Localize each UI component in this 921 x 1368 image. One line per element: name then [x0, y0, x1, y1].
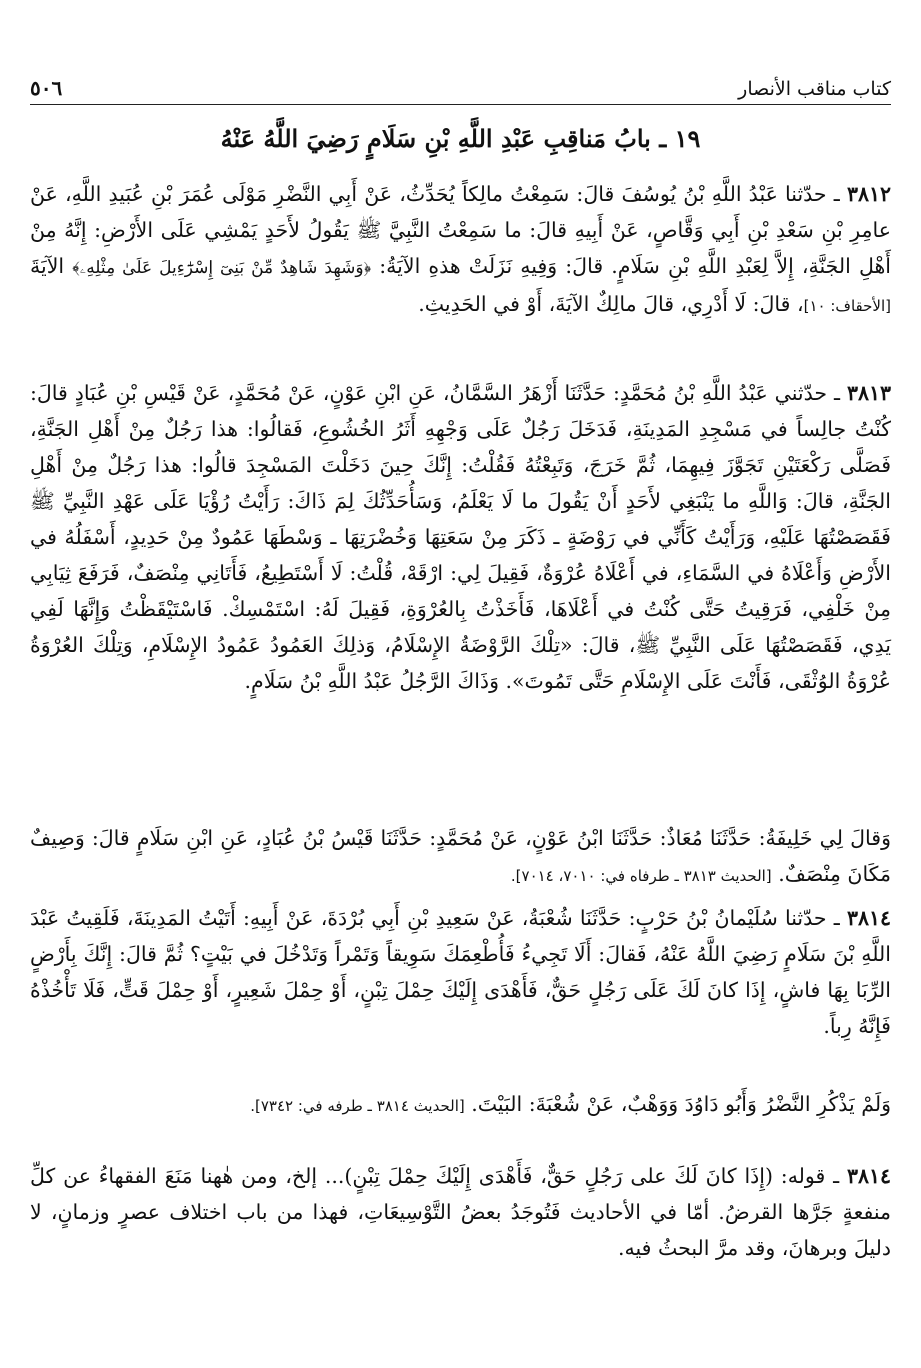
hadith-text-cont: الآيَةَ — [30, 254, 73, 278]
hadith-3814-note — [30, 1086, 891, 1124]
page-number: ٥٠٦ — [30, 76, 63, 100]
note-text: وَلَمْ يَذْكُرِ النَّضْرُ وَأَبُو دَاوُدَ وَوَهْبٌ، عَنْ شُعْبَةَ: البَيْتَ. — [464, 1092, 891, 1116]
hadith-3813-narration — [30, 820, 891, 894]
commentary-number: ٣٨١٤ — [846, 1164, 891, 1188]
hadith-text-end: ، قالَ: لَا أَدْرِي، قالَ مالِكٌ الآيَةَ، أَوْ في الحَدِيثِ. — [418, 292, 804, 316]
hadith-3813 — [30, 375, 891, 699]
hadith-text: ـ حدّثنا سُلَيْمانُ بْنُ حَرْبٍ: حَدَّثَنَا شُعْبَةُ، عَنْ سَعِيدِ بْنِ أَبِي بُرْدَةَ، عَنْ أَبِيهِ: أَتَيْتُ المَدِينَةَ، فَلَقِيتُ عَبْدَ اللَّهِ بْنَ سَلَامٍ رَضِيَ اللَّهُ عَنْهُ، فَقالَ: أَلَا تَجِيءُ فَأُطْعِمَكَ سَوِيقاً وَتَمْراً وَتَدْخُلَ في بَيْتٍ؟ ثُمَّ قالَ: إِنَّكَ بِأَرْضٍ الرِّبَا بِهَا فاشٍ، إِذَا كانَ لَكَ عَلَى رَجُلٍ حَقٌّ، فَأَهْدَى إِلَيْكَ حِمْلَ تِبْنٍ، أَوْ حِمْلَ شَعِيرٍ، أَوْ حِمْلَ قَتٍّ، فَلَا تَأْخُذْهُ فَإِنَّهُ رِباً. — [30, 906, 891, 1038]
hadith-3814 — [30, 900, 891, 1044]
hadith-number: ٣٨١٣ — [846, 381, 891, 405]
commentary-text: ـ قوله: (إِذَا كانَ لَكَ على رَجُلٍ حَقٌّ، فَأَهْدَى إِلَيْكَ حِمْلَ تِبْنٍ)... إلخ، ومن هٰهنا مَنَعَ الفقهاءُ عن كلِّ منفعةٍ جَرَّها القرضُ. أمّا في الأحاديث فَتُوجَدُ بعضُ التَّوْسِيعَاتِ، فهذا من باب اختلاف عصرٍ وزمانٍ، لا دليلَ وبرهانَ، وقد مرَّ البحثُ فيه. — [30, 1164, 891, 1260]
running-header-title: كتاب مناقب الأنصار — [738, 78, 891, 100]
quran-verse: ﴿وَشَهِدَ شَاهِدٌ مِّنْ بَنِىٓ إِسْرَٰٓءِيلَ عَلَىٰ مِثْلِهِۦ﴾ — [72, 258, 372, 278]
running-header — [30, 64, 891, 105]
verse-reference: [الأحقاف: ١٠] — [803, 297, 891, 315]
cross-reference: [الحديث ٣٨١٤ ـ طرفه في: ٧٣٤٢]. — [250, 1097, 465, 1115]
hadith-text: ـ حدّثنا عَبْدُ اللَّهِ بْنُ يُوسُفَ قالَ: سَمِعْتُ مالِكاً يُحَدِّثُ، عَنْ أَبِي النَّضْرِ مَوْلَى عُمَرَ بْنِ عُبَيدِ اللَّهِ، عَنْ عامِرِ بْنِ سَعْدِ بْنِ أَبِي وَقَّاصٍ، عَنْ أَبِيهِ قالَ: ما سَمِعْتُ النَّبِيَّ ﷺ يَقُولُ لأَحَدٍ يَمْشِي عَلَى الأَرْضِ: إِنَّهُ مِنْ أَهْلِ الجَنَّةِ، إِلاَّ لِعَبْدِ اللَّهِ بْنِ سَلَامٍ. قالَ: وَفِيهِ نَزَلَتْ هذهِ الآيَةُ: — [30, 182, 891, 278]
hadith-text: ـ حدّثني عَبْدُ اللَّهِ بْنُ مُحَمَّدٍ: حَدَّثَنَا أَزْهَرُ السَّمَّانُ، عَنِ ابْنِ عَوْنٍ، عَنْ مُحَمَّدٍ، عَنْ قَيْسِ بْنِ عُبَادٍ قالَ: كُنْتُ جالِساً في مَسْجِدِ المَدِينَةِ، فَدَخَلَ رَجُلٌ عَلَى وَجْهِهِ أَثَرُ الخُشُوعِ، فَقالُوا: هذا رَجُلٌ مِنْ أَهْلِ الجَنَّةِ، فَصَلَّى رَكْعَتَيْنِ تَجَوَّزَ فِيهِمَا، ثُمَّ خَرَجَ، وَتَبِعْتُهُ فَقُلْتُ: إِنَّكَ حِينَ دَخَلْتَ المَسْجِدَ قالُوا: هذا رَجُلٌ مِنْ أَهْلِ الجَنَّةِ، قالَ: وَاللَّهِ ما يَنْبَغِي لأَحَدٍ أَنْ يَقُولَ ما لَا يَعْلَمُ، وَسَأُحَدِّثُكَ لِمَ ذَاكَ: رَأَيْتُ رُؤْيَا عَلَى عَهْدِ النَّبِيِّ ﷺ فَقَصَصْتُهَا عَلَيْهِ، وَرَأَيْتُ كَأَنِّي في رَوْضَةٍ ـ ذَكَرَ مِنْ سَعَتِهَا وَخُضْرَتِهَا ـ وَسْطَهَا عَمُودٌ مِنْ حَدِيدٍ، أَسْفَلُهُ في الأَرْضِ وَأَعْلَاهُ في السَّمَاءِ، في أَعْلَاهُ عُرْوَةٌ، فَقِيلَ لِي: ارْقَهْ، قُلْتُ: لَا أَسْتَطِيعُ، فَأَتَانِي مِنْصَفٌ، فَرَفَعَ ثِيَابِي مِنْ خَلْفِي، فَرَقِيتُ حَتَّى كُنْتُ في أَعْلَاهَا، فَأَخَذْتُ بِالعُرْوَةِ، فَقِيلَ لَهُ: اسْتَمْسِكْ. فَاسْتَيْقَظْتُ وَإِنَّهَا لَفِي يَدِي، فَقَصَصْتُهَا عَلَى النَّبِيِّ ﷺ، قالَ: «تِلْكَ الرَّوْضَةُ الإِسْلَامُ، وَذلِكَ العَمُودُ عَمُودُ الإِسْلَامِ، وَتِلْكَ العُرْوَةُ عُرْوَةُ الوُثْقَى، فَأَنْتَ عَلَى الإِسْلَامِ حَتَّى تَمُوتَ». وَذَاكَ الرَّجُلُ عَبْدُ اللَّهِ بْنُ سَلَامٍ. — [30, 381, 891, 693]
hadith-3812 — [30, 176, 891, 324]
hadith-number: ٣٨١٤ — [846, 906, 891, 930]
hadith-number: ٣٨١٢ — [846, 182, 891, 206]
cross-reference: [الحديث ٣٨١٣ ـ طرفاه في: ٧٠١٠، ٧٠١٤]. — [510, 867, 772, 885]
narration-text: وَقالَ لِي خَلِيفَةُ: حَدَّثَنَا مُعَاذٌ: حَدَّثَنَا ابْنُ عَوْنٍ، عَنْ مُحَمَّدٍ: حَدَّثَنَا قَيْسُ بْنُ عُبَادٍ، عَنِ ابْنِ سَلَامٍ قالَ: وَصِيفٌ مَكَانَ مِنْصَفٌ. — [30, 826, 891, 886]
chapter-title: ١٩ ـ بابُ مَناقِبِ عَبْدِ اللَّهِ بْنِ سَلَامٍ رَضِيَ اللَّهُ عَنْهُ — [220, 124, 701, 153]
commentary-3814 — [30, 1158, 891, 1266]
